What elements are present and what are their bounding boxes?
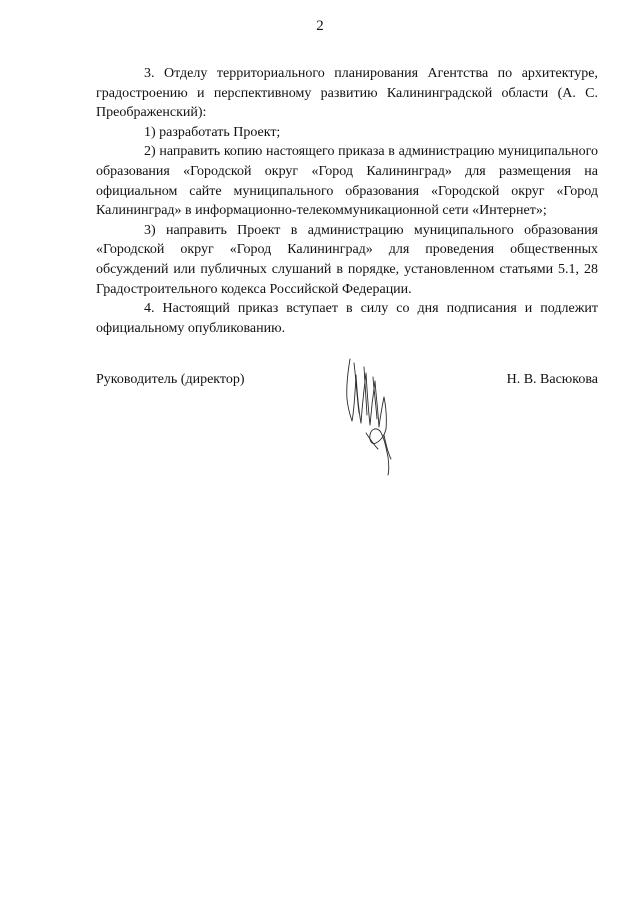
handwritten-signature	[336, 355, 406, 477]
signatory-title: Руководитель (директор)	[96, 372, 245, 387]
paragraph-item-4: 4. Настоящий приказ вступает в силу со дня подписания и подлежит официальному опубликованию.	[96, 301, 598, 336]
page-number: 2	[316, 18, 324, 34]
paragraph-subitem-3: 3) направить Проект в администрацию муниципального образования «Городской округ «Город Калининград» для проведения общественных обсуждений или публичных слушаний в порядке, установленном статьями 5.1, 28 Градостроительного кодекса Российской Федерации.	[96, 222, 598, 297]
signatory-name: Н. В. Васюкова	[506, 372, 598, 387]
paragraph-subitem-2: 2) направить копию настоящего приказа в администрацию муниципального образования «Городской округ «Город Калининград» для размещения на официальном сайте муниципального образования «Городской округ «Город Калининград» в информационно-телекоммуникационной сети «Интернет»;	[96, 144, 598, 219]
paragraph-subitem-1: 1) разработать Проект;	[144, 124, 281, 140]
document-body	[96, 64, 598, 338]
paragraph-item-3: 3. Отделу территориального планирования Агентства по архитектуре, градостроению и перспективному развитию Калининградской области (А. С. Преображенский):	[96, 66, 598, 121]
